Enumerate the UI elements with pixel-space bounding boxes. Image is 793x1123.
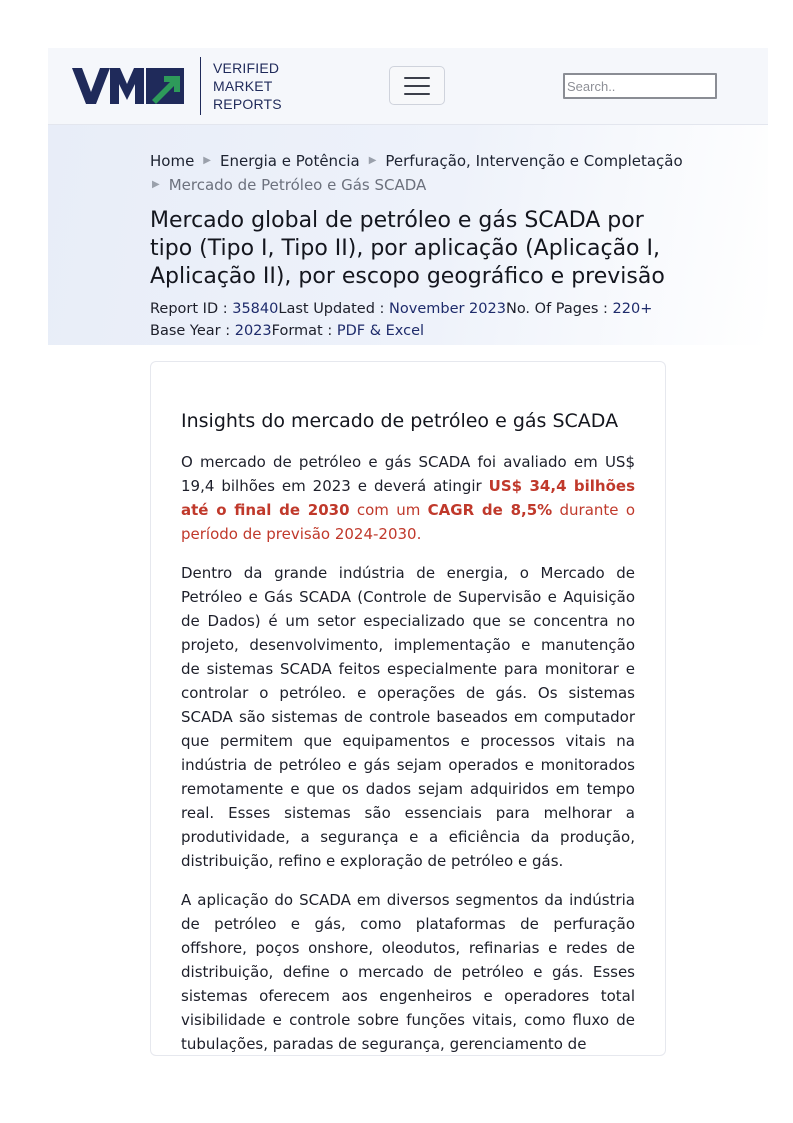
breadcrumb xyxy=(150,149,683,197)
base-year-label: Base Year : xyxy=(150,323,235,339)
hero-banner xyxy=(48,125,768,345)
hamburger-icon xyxy=(404,93,430,95)
report-id-label: Report ID : xyxy=(150,301,233,317)
breadcrumb-current: Mercado de Petróleo e Gás SCADA xyxy=(168,176,427,194)
menu-toggle-button[interactable] xyxy=(389,66,445,105)
search-input[interactable] xyxy=(563,73,717,99)
insights-card xyxy=(150,361,666,1056)
pages-value: 220+ xyxy=(612,301,653,317)
breadcrumb-row xyxy=(150,173,680,197)
hamburger-icon xyxy=(404,85,430,87)
breadcrumb-home[interactable]: Home xyxy=(150,152,195,170)
text-span: com um xyxy=(349,501,428,519)
breadcrumb-row xyxy=(150,149,683,173)
paragraph-applications: A aplicação do SCADA em diversos segmentos da indústria de petróleo e gás, como plataformas de perfuração offshore, poços onshore, oleodutos, refinarias e redes de distribuição, define o mercado de petróleo e gás. Esses sistemas oferecem aos engenheiros e operadores total visibilidade e controle sobre funções vitais, como fluxo de tubulações, paradas de segurança, gerenciamento de xyxy=(181,891,635,1053)
report-meta xyxy=(150,298,652,342)
format-value: PDF & Excel xyxy=(336,323,425,339)
section-title: Insights do mercado de petróleo e gás SCADA xyxy=(181,410,619,432)
paragraph-definition: Dentro da grande indústria de energia, o Mercado de Petróleo e Gás SCADA (Controle de Supervisão e Aquisição de Dados) é um setor especializado que se concentra no projeto, desenvolvimento, implementação e manutenção de sistemas SCADA feitos especialmente para monitorar e controlar o petróleo. e operações de gás. Os sistemas SCADA são sistemas de controle baseados em computador que permitem que equipamentos e processos vitais na indústria de petróleo e gás sejam operados e monitorados remotamente e que os dados sejam adquiridos em tempo real. Esses sistemas são essenciais para melhorar a produtividade, a segurança e a eficiência da produção, distribuição, refino e exploração de petróleo e gás. xyxy=(181,564,635,870)
chevron-right-icon: ▶ xyxy=(368,155,377,166)
meta-row xyxy=(150,320,652,342)
highlight-forecast-value: US$ 34,4 bilhões até o final de 2030 xyxy=(181,477,636,519)
text-span: durante o período de previsão 2024-2030. xyxy=(181,501,635,543)
text-span: O mercado de petróleo e gás SCADA foi avaliado em US$ 19,4 bilhões em 2023 e deverá atingir xyxy=(181,453,635,495)
logo-line: REPORTS xyxy=(213,96,282,112)
report-id-value: 35840 xyxy=(232,301,279,317)
logo-line: MARKET xyxy=(213,78,273,94)
base-year-value: 2023 xyxy=(234,323,272,339)
page-title: Mercado global de petróleo e gás SCADA por tipo (Tipo I, Tipo II), por aplicação (Aplicação I, Aplicação II), por escopo geográfico e previsão xyxy=(150,208,665,289)
updated-value: November 2023 xyxy=(389,301,506,317)
vmr-logo[interactable] xyxy=(72,58,282,114)
format-label: Format : xyxy=(271,323,337,339)
updated-label: Last Updated : xyxy=(278,301,390,317)
pages-label: No. Of Pages : xyxy=(505,301,613,317)
site-header xyxy=(48,48,768,125)
insights-content xyxy=(181,408,635,1056)
meta-row xyxy=(150,298,652,320)
hamburger-icon xyxy=(404,77,430,79)
paragraph-market-value xyxy=(181,450,635,546)
highlight-cagr: CAGR de 8,5% xyxy=(427,501,553,519)
chevron-right-icon: ▶ xyxy=(203,155,211,166)
chevron-right-icon: ▶ xyxy=(152,179,160,190)
logo-line: VERIFIED xyxy=(213,60,280,76)
breadcrumb-energia[interactable]: Energia e Potência xyxy=(220,152,360,170)
logo-divider xyxy=(200,57,201,115)
breadcrumb-perfuracao[interactable]: Perfuração, Intervenção e Completação xyxy=(385,152,683,170)
logo-wordmark xyxy=(213,59,282,113)
vmr-logo-mark xyxy=(72,66,184,106)
